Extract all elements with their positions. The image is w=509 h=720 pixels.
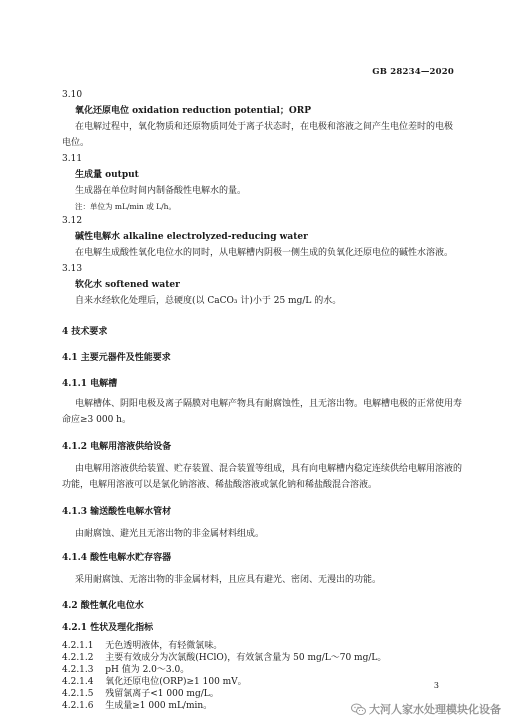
subsection-heading: 4.1.1 电解槽 xyxy=(62,379,118,389)
page-number: 3 xyxy=(433,681,439,690)
paragraph-text: 由电解用溶液供给装置、贮存装置、混合装置等组成，具有向电解槽内稳定连续供给电解用溶液的 xyxy=(75,464,463,474)
clause-number: 3.13 xyxy=(62,264,83,274)
term-heading: 氧化还原电位 oxidation reduction potential；ORP xyxy=(75,106,311,116)
wechat-icon xyxy=(351,703,366,716)
paragraph-text: 采用耐腐蚀、无溶出物的非金属材料，且应具有避光、密闭、无漫出的功能。 xyxy=(75,575,382,585)
subsection-heading: 4.2 酸性氧化电位水 xyxy=(62,601,144,611)
watermark-text: 大河人家水处理模块化设备 xyxy=(369,703,501,716)
item-text: 主要有效成分为次氯酸(HClO)，有效氯含量为 50 mg/L～70 mg/L。 xyxy=(105,653,387,663)
item-number: 4.2.1.2 xyxy=(62,653,94,663)
subsection-heading: 4.2.1 性状及理化指标 xyxy=(62,623,154,633)
clause-number: 3.12 xyxy=(62,216,83,226)
item-text: 氧化还原电位(ORP)≥1 100 mV。 xyxy=(105,677,247,687)
item-text: 无色透明液体，有轻微氯味。 xyxy=(105,641,223,651)
item-number: 4.2.1.3 xyxy=(62,665,94,675)
paragraph-text: 命应≥3 000 h。 xyxy=(62,415,131,425)
section-heading: 4 技术要求 xyxy=(62,327,108,337)
definition-text: 生成器在单位时间内制备酸性电解水的量。 xyxy=(75,186,247,196)
term-heading: 软化水 softened water xyxy=(75,280,180,290)
list-item xyxy=(62,676,247,688)
item-text: 生成量≥1 000 mL/min。 xyxy=(105,701,213,711)
list-item xyxy=(62,640,222,652)
item-text: pH 值为 2.0～3.0。 xyxy=(105,665,190,675)
subsection-heading: 4.1.3 输送酸性电解水管材 xyxy=(62,507,172,517)
list-item xyxy=(62,700,212,712)
paragraph-text: 电解槽体、阴阳电极及离子隔膜对电解产物具有耐腐蚀性，且无溶出物。电解槽电极的正常使用寿 xyxy=(75,399,463,409)
definition-text: 电位。 xyxy=(62,138,90,148)
term-heading: 碱性电解水 alkaline electrolyzed-reducing water xyxy=(75,232,308,242)
definition-text: 自来水经软化处理后，总硬度(以 CaCO₃ 计)小于 25 mg/L 的水。 xyxy=(75,296,342,306)
definition-text: 在电解生成酸性氧化电位水的同时，从电解槽内阴极一侧生成的负氧化还原电位的碱性水溶液。 xyxy=(75,248,454,258)
item-number: 4.2.1.6 xyxy=(62,701,94,711)
paragraph-text: 功能，电解用溶液可以是氯化钠溶液、稀盐酸溶液或氯化钠和稀盐酸混合溶液。 xyxy=(62,480,378,490)
term-heading: 生成量 output xyxy=(75,170,139,180)
subsection-heading: 4.1.4 酸性电解水贮存容器 xyxy=(62,553,172,563)
subsection-heading: 4.1 主要元器件及性能要求 xyxy=(62,353,171,363)
list-item xyxy=(62,664,189,676)
subsection-heading: 4.1.2 电解用溶液供给设备 xyxy=(62,442,172,452)
note-text: 注：单位为 mL/min 或 L/h。 xyxy=(75,202,176,211)
clause-number: 3.11 xyxy=(62,154,83,164)
item-number: 4.2.1.5 xyxy=(62,689,94,699)
clause-number: 3.10 xyxy=(62,90,83,100)
list-item xyxy=(62,652,386,664)
watermark xyxy=(351,701,501,717)
list-item xyxy=(62,688,219,700)
item-number: 4.2.1.1 xyxy=(62,641,94,651)
paragraph-text: 由耐腐蚀、避光且无溶出物的非金属材料组成。 xyxy=(75,529,265,539)
definition-text: 在电解过程中，氧化物质和还原物质同处于离子状态时，在电极和溶液之间产生电位差时的电极 xyxy=(75,122,454,132)
item-text: 残留氯离子<1 000 mg/L。 xyxy=(105,689,219,699)
item-number: 4.2.1.4 xyxy=(62,677,94,687)
standard-number: GB 28234—2020 xyxy=(372,67,454,77)
